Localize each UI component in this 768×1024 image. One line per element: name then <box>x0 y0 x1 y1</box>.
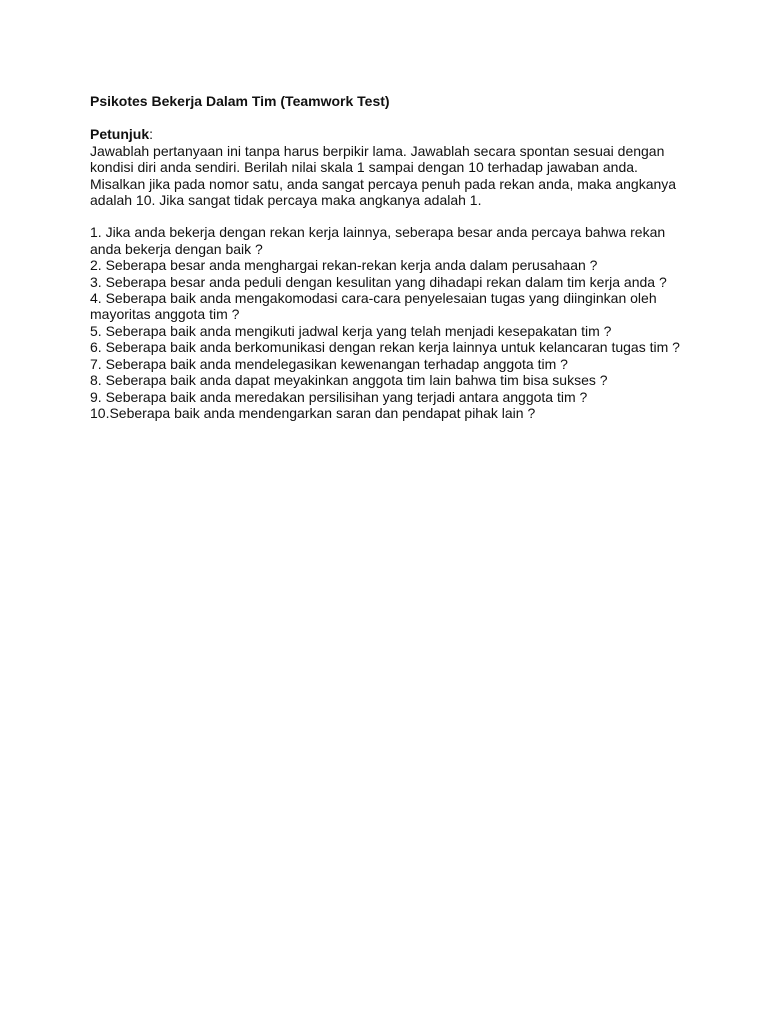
question-line: 9. Seberapa baik anda meredakan persilisihan yang terjadi antara anggota tim ? <box>90 388 588 405</box>
question-line: 2. Seberapa besar anda menghargai rekan-rekan kerja anda dalam perusahaan ? <box>90 257 598 274</box>
question-line: 8. Seberapa baik anda dapat meyakinkan anggota tim lain bahwa tim bisa sukses ? <box>90 372 608 389</box>
document-title: Psikotes Bekerja Dalam Tim (Teamwork Test) <box>90 93 390 109</box>
question-line: 6. Seberapa baik anda berkomunikasi dengan rekan kerja lainnya untuk kelancaran tugas tim ? <box>90 339 680 356</box>
instructions-line: Jawablah pertanyaan ini tanpa harus berpikir lama. Jawablah secara spontan sesuai dengan <box>90 142 665 159</box>
instructions-line: adalah 10. Jika sangat tidak percaya maka angkanya adalah 1. <box>90 192 482 209</box>
question-line: 10.Seberapa baik anda mendengarkan saran dan pendapat pihak lain ? <box>90 404 536 421</box>
instructions-label: Petunjuk <box>90 126 150 143</box>
instructions-line: kondisi diri anda sendiri. Berilah nilai skala 1 sampai dengan 10 terhadap jawaban anda. <box>90 159 638 176</box>
question-line: anda bekerja dengan baik ? <box>90 240 263 257</box>
question-list <box>90 224 690 421</box>
question-line: 1. Jika anda bekerja dengan rekan kerja lainnya, seberapa besar anda percaya bahwa rekan <box>90 224 666 241</box>
question-line: mayoritas anggota tim ? <box>90 306 240 323</box>
question-line: 4. Seberapa baik anda mengakomodasi cara-cara penyelesaian tugas yang diinginkan oleh <box>90 290 657 307</box>
instructions-colon: : <box>149 126 154 143</box>
question-line: 3. Seberapa besar anda peduli dengan kesulitan yang dihadapi rekan dalam tim kerja anda ? <box>90 273 667 290</box>
instructions-heading <box>90 126 690 142</box>
question-line: 7. Seberapa baik anda mendelegasikan kewenangan terhadap anggota tim ? <box>90 355 568 372</box>
document-content <box>90 93 690 421</box>
instructions-line: Misalkan jika pada nomor satu, anda sangat percaya penuh pada rekan anda, maka angkanya <box>90 175 677 192</box>
question-line: 5. Seberapa baik anda mengikuti jadwal kerja yang telah menjadi kesepakatan tim ? <box>90 322 612 339</box>
instructions-paragraph <box>90 143 690 209</box>
